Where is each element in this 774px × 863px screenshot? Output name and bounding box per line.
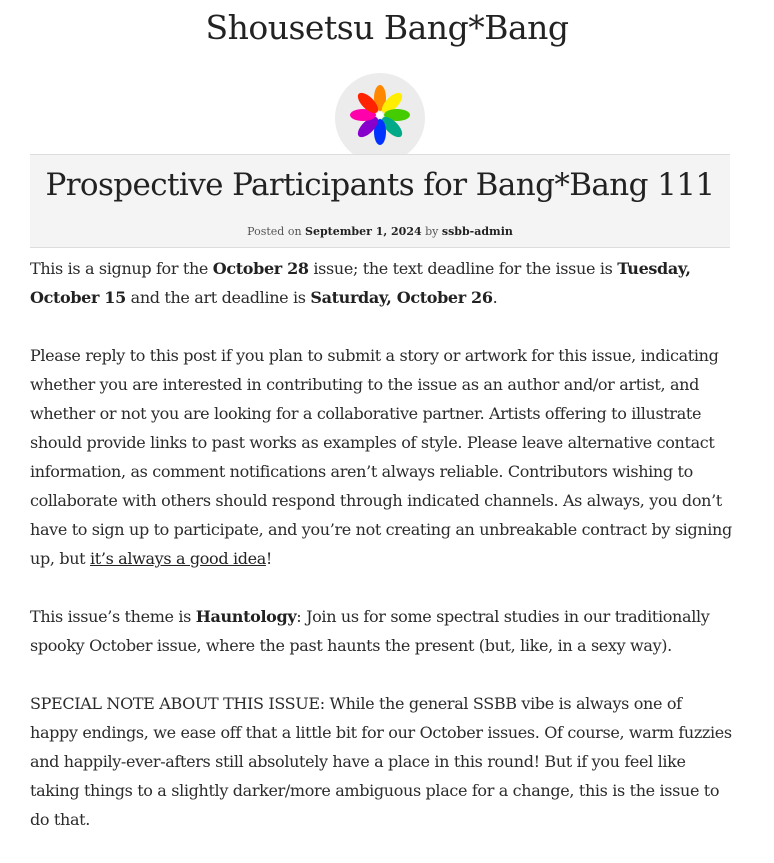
post-author-link[interactable]: ssbb-admin bbox=[441, 225, 513, 238]
flower-logo-icon bbox=[335, 73, 425, 163]
instructions-paragraph: Please reply to this post if you plan to submit a story or artwork for this issue, indicating whether you are interested in contributing to the issue as an author and/or artist, and whether or not you are looking for a collaborative partner. Artists offering to illustrate should provide links to past works as examples of style. Please leave alternative contact information, as comment notifications aren’t always reliable. Contributors wishing to collaborate with others should respond through indicated channels. As always, you don’t have to sign up to participate, and you’re not creating an unbreakable contract by signing up, but it’s always a good idea! bbox=[30, 346, 732, 568]
post-meta bbox=[30, 225, 730, 238]
good-idea-link[interactable]: it’s always a good idea bbox=[89, 549, 266, 568]
post-date-link[interactable]: September 1, 2024 bbox=[305, 225, 422, 238]
post-content bbox=[30, 254, 734, 863]
posted-on-label: Posted on bbox=[247, 225, 302, 238]
art-deadline: Saturday, October 26 bbox=[310, 288, 493, 307]
post-title: Prospective Participants for Bang*Bang 111 bbox=[45, 167, 715, 203]
theme-name: Hauntology bbox=[195, 607, 297, 626]
logo-center bbox=[377, 112, 383, 118]
site-title[interactable]: Shousetsu Bang*Bang bbox=[205, 8, 569, 47]
text-deadline: Tuesday, October 15 bbox=[30, 259, 691, 307]
special-note-paragraph: SPECIAL NOTE ABOUT THIS ISSUE: While the general SSBB vibe is always one of happy endings, we ease off that a little bit for our October issues. Of course, warm fuzzies and happily-ever-afters still absolutely have a place in this round! But if you feel like taking things to a slightly darker/more ambiguous place for a change, this is the issue to do that. bbox=[30, 694, 732, 829]
theme-paragraph: This issue’s theme is Hauntology: Join us for some spectral studies in our traditionally spooky October issue, where the past haunts the present (but, like, in a sexy way). bbox=[30, 607, 710, 655]
by-label: by bbox=[425, 225, 439, 238]
signup-paragraph: This is a signup for the October 28 issue; the text deadline for the issue is Tuesday, October 15 and the art deadline is Saturday, October 26. bbox=[30, 259, 691, 307]
issue-date: October 28 bbox=[212, 259, 309, 278]
site-logo[interactable] bbox=[335, 73, 425, 163]
post-header bbox=[30, 154, 730, 248]
